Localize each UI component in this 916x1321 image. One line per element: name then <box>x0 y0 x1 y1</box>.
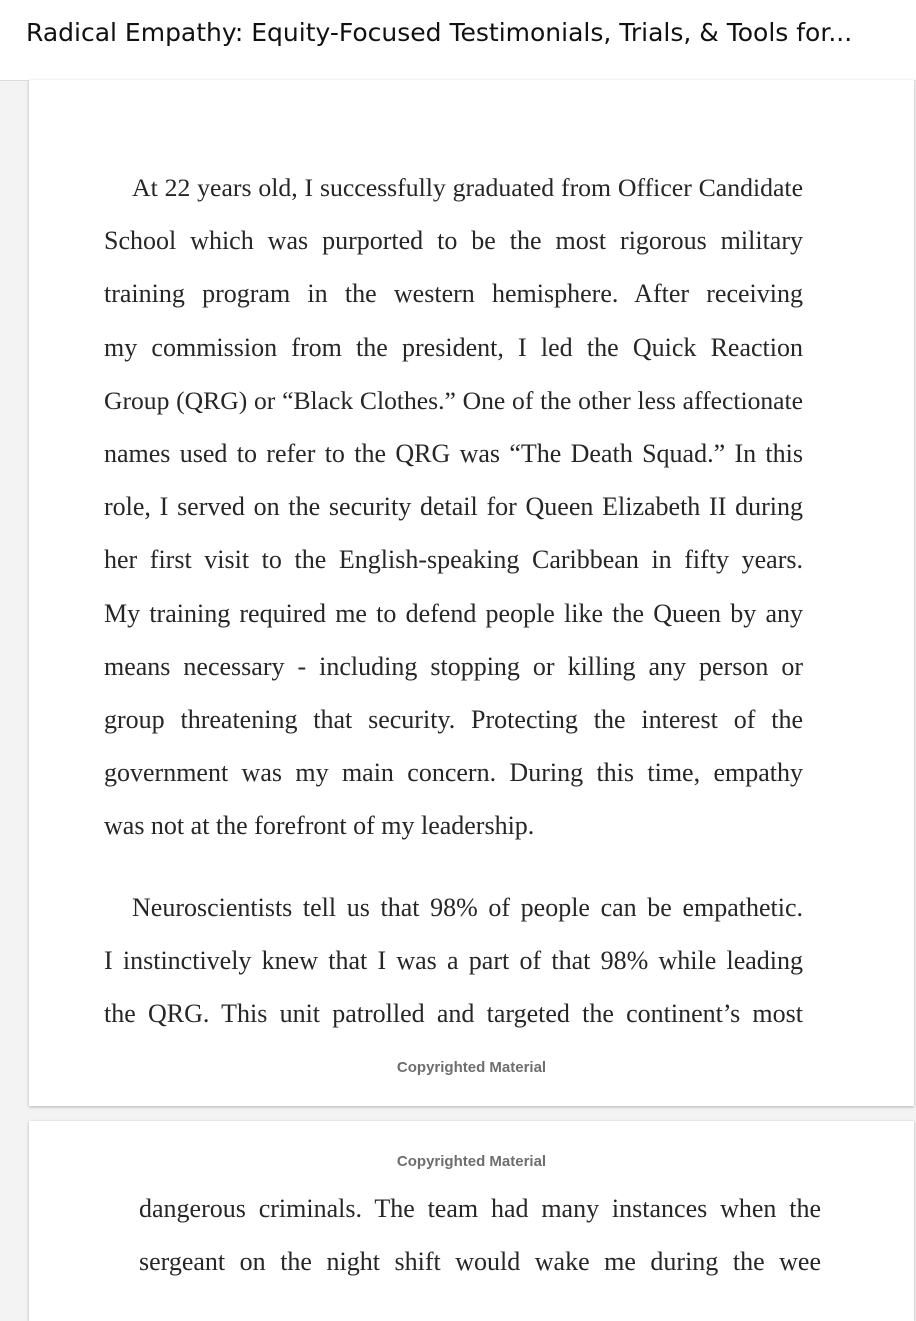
text-line: I instinctively knew that I was a part of that 98% while leading <box>104 946 803 976</box>
paragraph <box>139 1182 821 1288</box>
book-page-2[interactable] <box>29 1121 914 1321</box>
book-page-1[interactable] <box>29 80 914 1106</box>
text-line: role, I served on the security detail for Queen Elizabeth II during <box>104 492 803 522</box>
text-line: School which was purported to be the most rigorous military <box>104 226 803 256</box>
text-line: means necessary - including stopping or killing any person or <box>104 651 803 681</box>
text-line: Group (QRG) or “Black Clothes.” One of the other less affectionate <box>104 385 803 415</box>
copyright-notice: Copyrighted Material <box>396 1059 547 1076</box>
text-line: government was my main concern. During this time, empathy <box>104 758 803 788</box>
text-line: group threatening that security. Protecting the interest of the <box>104 704 803 734</box>
text-line: Neuroscientists tell us that 98% of people can be empathetic. <box>132 893 803 922</box>
text-line: At 22 years old, I successfully graduated from Officer Candidate <box>132 173 803 202</box>
text-line: names used to refer to the QRG was “The Death Squad.” In this <box>104 438 803 468</box>
copyright-notice: Copyrighted Material <box>396 1153 547 1170</box>
text-line: sergeant on the night shift would wake me during the wee <box>139 1247 821 1277</box>
reader-header <box>0 0 916 81</box>
text-line: My training required me to defend people like the Queen by any <box>104 598 803 628</box>
text-line: was not at the forefront of my leadership. <box>104 811 535 841</box>
paragraph <box>104 161 803 852</box>
text-line: her first visit to the English-speaking Caribbean in fifty years. <box>104 545 803 575</box>
text-line: my commission from the president, I led the Quick Reaction <box>104 332 803 362</box>
book-title: Radical Empathy: Equity-Focused Testimonials, Trials, & Tools for... <box>26 18 853 47</box>
text-line: the QRG. This unit patrolled and targeted the continent’s most <box>104 999 803 1029</box>
paragraph <box>104 881 803 1041</box>
text-line: dangerous criminals. The team had many instances when the <box>139 1194 821 1223</box>
text-line: training program in the western hemisphere. After receiving <box>104 279 803 309</box>
